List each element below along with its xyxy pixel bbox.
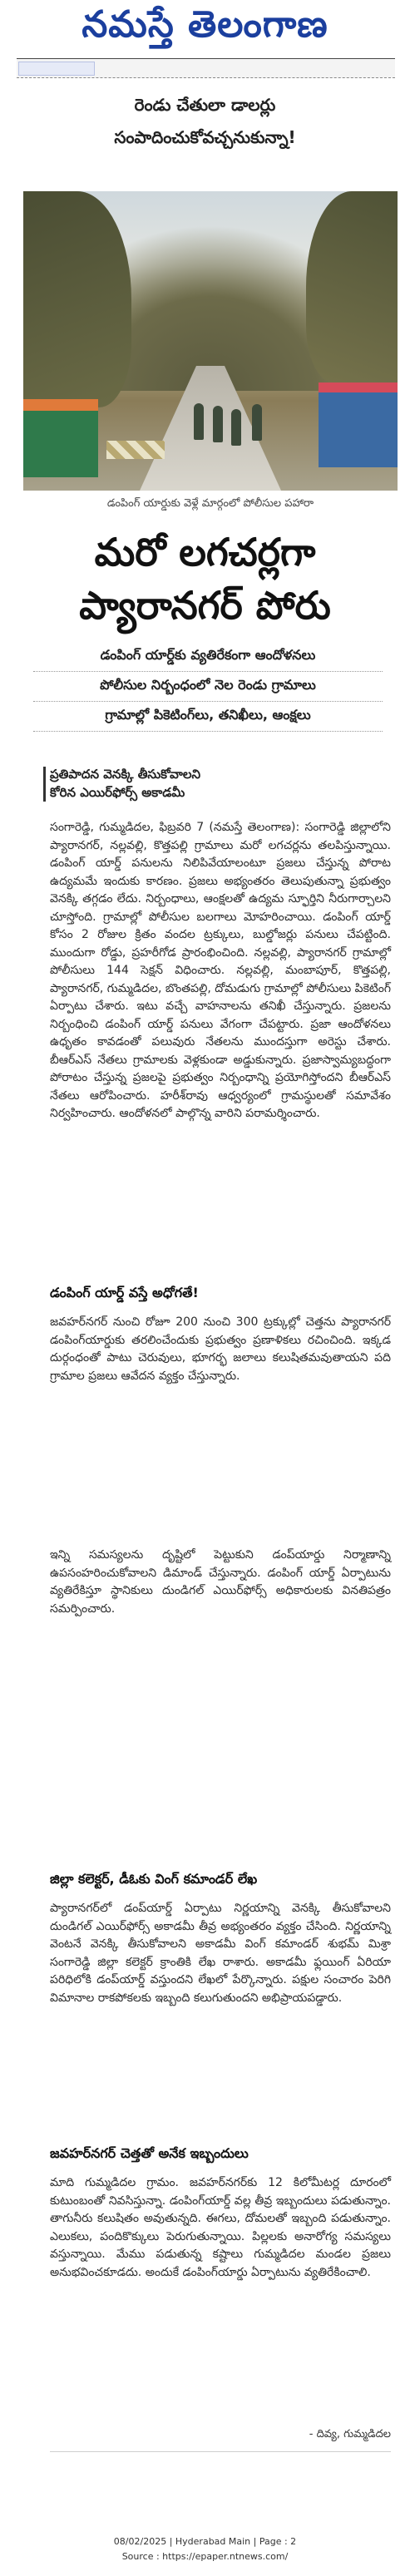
- photo-barricade: [106, 441, 165, 459]
- news-photo: [23, 191, 398, 491]
- footer-date-edition: 08/02/2025 | Hyderabad Main | Page : 2: [113, 2536, 297, 2547]
- section-heading: జిల్లా కలెక్టర్, డీఓకు వింగ్ కమాండర్ లేఖ: [50, 1871, 258, 1887]
- photo-police-person: [213, 406, 223, 442]
- newspaper-masthead: నమస్తే తెలంగాణ: [82, 3, 328, 46]
- deck-line: డంపింగ్ యార్డ్‌కు వ్యతిరేకంగా ఆందోళనలు: [33, 642, 383, 672]
- photo-trees-right: [306, 191, 398, 382]
- headline-line-2: ప్యారానగర్ పోరు: [79, 583, 331, 628]
- article-paragraph: మాది గుమ్మడిదల గ్రామం. జవహర్‌నగర్‌కు 12 కిలోమీటర్ల దూరంలో కుటుంబంతో నివసిస్తున్నా. డంపింగ్‌యార్డ్ వల్ల తీవ్ర ఇబ్బందులు పడుతున్నాం. తాగునీరు కలుషితం అవుతున్నది. ఈగలు, దోమలతో ఇబ్బంది పడుతున్నాం. ఎలుకలు, పందికొక్కులు పెరుగుతున్నాయి. పిల్లలకు అనారోగ్య సమస్యలు వస్తున్నాయి. మేము పడుతున్న కష్టాలు గుమ్మడిదల మండల ప్రజలు అనుభవించకూడదు. అందుకే డంపింగ్‌యార్డు ఏర్పాటును వ్యతిరేకించాలి.: [50, 2176, 391, 2279]
- article-paragraph: ఇన్ని సమస్యలను దృష్టిలో పెట్టుకుని డంప్‌యార్డు నిర్మాణాన్ని ఉపసంహరించుకోవాలని డిమాండ్ చేస్తున్నారు. డంపింగ్ యార్డ్ ఏర్పాటును వ్యతిరేకిస్తూ స్థానికులు దుండిగల్ ఎయిర్‌ఫోర్స్ అధికారులకు వినతిపత్రం సమర్పించారు.: [50, 1548, 391, 1616]
- sub-decks: [33, 642, 383, 732]
- photo-tent-left: [23, 399, 98, 477]
- article-headline[interactable]: [0, 526, 410, 632]
- divider: [50, 2451, 391, 2452]
- photo-tent-right: [319, 382, 398, 467]
- deck-line: గ్రామాల్లో పికెటింగ్‌లు, తనిఖీలు, ఆంక్షలు: [33, 702, 383, 732]
- highlight-line-1: ప్రతిపాదన వెనక్కి తీసుకోవాలని: [50, 767, 201, 782]
- article-paragraph: ప్యారానగర్‌లో డంప్‌యార్డ్ ఏర్పాటు నిర్ణయాన్ని వెనక్కి తీసుకోవాలని దుండిగల్ ఎయిర్‌ఫోర్స్ అకాడమీ తీవ్ర అభ్యంతరం వ్యక్తం చేసింది. నిర్ణయాన్ని వెంటనే వెనక్కి తీసుకోవాలని అకాడమీ వింగ్ కమాండర్ శుభమ్ మిశ్రా సంగారెడ్డి జిల్లా కలెక్టర్ క్రాంతికి లేఖ రాశారు. అకాడమీ ఫ్లయింగ్ ఏరియా పరిధిలోకి డంప్‌యార్డ్ వస్తుందని లేఖలో పేర్కొన్నారు. పక్షుల సంచారం పెరిగి విమానాల రాకపోకలకు ఇబ్బంది కలుగుతుందని అభిప్రాయపడ్డారు.: [50, 1902, 391, 2005]
- section-heading: డంపింగ్ యార్డ్ వస్తే అధోగతే!: [50, 1285, 199, 1300]
- article-byline: - దివ్య, గుమ్మడిదల: [309, 2428, 391, 2440]
- photo-police-person: [252, 404, 262, 441]
- footer-source-link[interactable]: Source : https://epaper.ntnews.com/: [121, 2551, 289, 2562]
- article-paragraph: జవహర్‌నగర్ నుంచి రోజూ 200 నుంచి 300 ట్రక్కుల్లో చెత్తను ప్యారానగర్ డంపింగ్‌యార్డుకు తరలించేందుకు ప్రభుత్వం ప్రణాళికలు రచించింది. ఇక్కడ దుర్గంధంతో పాటు చెరువులు, భూగర్భ జలాలు కలుషితమవుతాయని పది గ్రామాల ప్రజలు ఆవేదన వ్యక్తం చేస్తున్నారు.: [50, 1315, 391, 1383]
- photo-police-person: [231, 409, 241, 446]
- deck-line: పోలీసుల నిర్బంధంలో నెల రెండు గ్రామాలు: [33, 672, 383, 702]
- article-paragraph: సంగారెడ్డి, గుమ్మడిదల, ఫిబ్రవరి 7 (నమస్తే తెలంగాణ): సంగారెడ్డి జిల్లాలోని ప్యారానగర్, నల్లవల్లి, కొత్తపల్లి గ్రామాలు మరో లగచర్లను తలపిస్తున్నాయి. డంపింగ్ యార్డ్ పనులను నిలిపివేయాలంటూ ప్రజలు చేస్తున్న పోరాట ఉద్యమమే ఇందుకు కారణం. ప్రజలు అభ్యంతరం తెలుపుతున్నా ప్రభుత్వం వెనక్కి తగ్గడం లేదు. నిర్బంధాలు, ఆంక్షలతో ఉద్యమ స్ఫూర్తిని నీరుగార్చాలని చూస్తోంది. గ్రామాల్లో పోలీసుల బలగాలు మోహరించాయి. డంపింగ్ యార్డ్ కోసం 2 రోజుల క్రితం వందల ట్రక్కులు, బుల్డోజర్లు పనులు చేపట్టింది. ముందుగా రోడ్డు, ప్రహరీగోడ ప్రారంభించింది. నల్లవల్లి, ప్యారానగర్ గ్రామాల్లో పోలీసులు 144 సెక్షన్ విధించారు. నల్లవల్లి, మంబాపూర్, కొత్తపల్లి, ప్యారానగర్, గుమ్మడిదల, బొంతపల్లి, దోమడుగు గ్రామాల్లో పోలీసులు పికెటింగ్ ఏర్పాటు చేశారు. ఇటు వచ్చే వాహనాలను తనిఖీ చేస్తున్నారు. ప్రజలను నిర్బంధించి డంపింగ్ యార్డ్ పనులు వేగంగా చేపట్టారు. ప్రజా ఆందోళనలు ఉధృతం కావడంతో పలువురు నేతలను ముందస్తుగా అరెస్టు చేశారు. బీఆర్‌ఎస్ నేతలు గ్రామాలకు వెళ్లకుండా అడ్డుకున్నారు. ప్రజాస్వామ్యబద్ధంగా పోరాటం చేస్తున్న ప్రజలపై ప్రభుత్వం నిర్బంధాన్ని ప్రయోగిస్తోందని బీఆర్‌ఎస్ నేతలు ఆరోపించారు. హరీశ్‌రావు ఆధ్వర్యంలో గ్రామస్థులతో సమావేశం నిర్వహించారు. ఆందోళనలో పాల్గొన్న వారిని పరామర్శించారు.: [50, 821, 391, 1120]
- photo-caption: డంపింగ్ యార్డుకు వెళ్లే మార్గంలో పోలీసుల పహారా: [106, 497, 314, 510]
- page-footer: [0, 2534, 410, 2564]
- headline-line-1: మరో లగచర్లగా: [94, 530, 316, 575]
- photo-police-person: [194, 403, 204, 440]
- teaser-line-2: సంపాదించుకోవచ్చనుకున్నా!: [114, 127, 296, 147]
- highlight-bar: [43, 767, 46, 802]
- advertisement-strip: [17, 58, 395, 78]
- highlight-deck: [50, 765, 391, 802]
- ad-logo-box: [18, 62, 95, 76]
- photo-trees-left: [23, 191, 131, 407]
- teaser-box[interactable]: [0, 80, 410, 173]
- highlight-line-2: కోరిన ఎయిర్‌ఫోర్స్ అకాడమీ: [50, 785, 185, 800]
- teaser-line-1: రెండు చేతులా డాలర్లు: [134, 95, 276, 115]
- section-heading: జవహర్‌నగర్ చెత్తతో అనేక ఇబ్బందులు: [50, 2145, 249, 2161]
